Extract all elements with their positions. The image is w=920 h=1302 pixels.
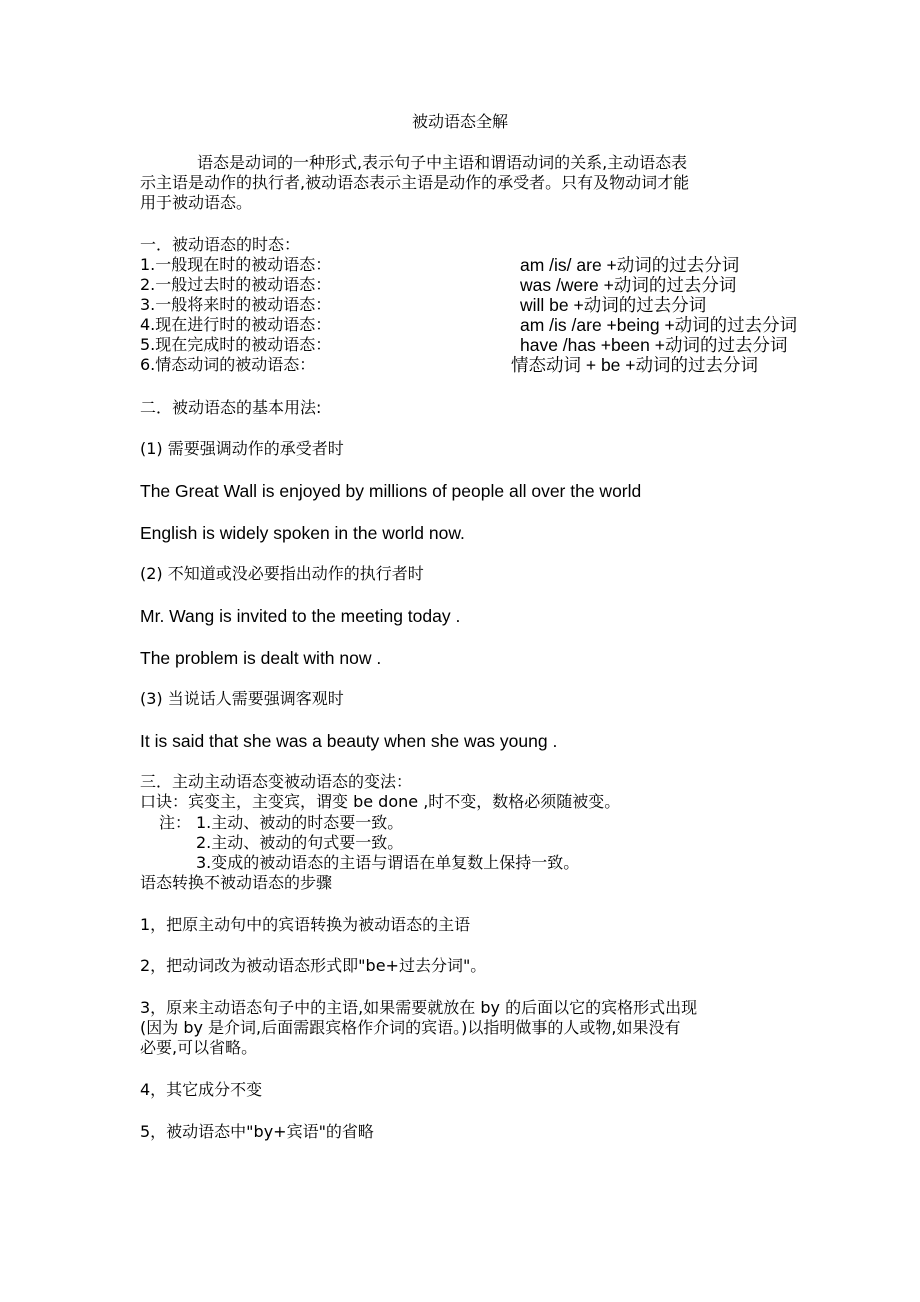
section1-heading: 一．被动语态的时态： [140, 235, 301, 254]
intro-line-1: 语态是动词的一种形式,表示句子中主语和谓语动词的关系,主动语态表 [197, 153, 688, 172]
tense-row [140, 275, 840, 295]
example-sentence: It is said that she was a beauty when she was young . [140, 731, 558, 751]
step-item: 4，其它成分不变 [140, 1080, 263, 1099]
step-item: 5，被动语态中"by+宾语"的省略 [140, 1122, 374, 1141]
step-item: 3，原来主动语态句子中的主语,如果需要就放在 by 的后面以它的宾格形式出现 [140, 998, 698, 1017]
tense-row [140, 355, 840, 375]
note-item: 2.主动、被动的句式要一致。 [196, 833, 404, 852]
tense-label: 2.一般过去时的被动语态： [140, 275, 332, 294]
steps-heading: 语态转换不被动语态的步骤 [140, 873, 333, 892]
tense-row [140, 335, 840, 355]
tense-formula: was /were +动词的过去分词 [520, 275, 737, 295]
step-item: 2，把动词改为被动语态形式即"be+过去分词"。 [140, 956, 487, 975]
tense-formula: have /has +been +动词的过去分词 [520, 335, 788, 355]
step-item-continued: 必要,可以省略。 [140, 1038, 258, 1057]
tense-label: 5.现在完成时的被动语态： [140, 335, 332, 354]
tense-row [140, 295, 840, 315]
tense-formula: will be +动词的过去分词 [520, 295, 707, 315]
step-item: 1，把原主动句中的宾语转换为被动语态的主语 [140, 915, 471, 934]
usage-case-3: (3) 当说话人需要强调客观时 [140, 689, 344, 708]
example-sentence: Mr. Wang is invited to the meeting today . [140, 606, 461, 626]
note-item: 1.主动、被动的时态要一致。 [196, 813, 404, 832]
tense-formula: 情态动词 + be +动词的过去分词 [511, 355, 758, 375]
usage-case-1: (1) 需要强调动作的承受者时 [140, 439, 344, 458]
example-sentence: English is widely spoken in the world now. [140, 523, 465, 543]
intro-line-3: 用于被动语态。 [140, 193, 253, 212]
rhyme-line: 口诀：宾变主，主变宾，谓变 be done ,时不变，数格必须随被变。 [140, 792, 621, 811]
section3-heading: 三．主动主动语态变被动语态的变法： [140, 772, 413, 791]
tense-row [140, 255, 840, 275]
page-title: 被动语态全解 [411, 112, 508, 131]
step-item-continued: (因为 by 是介词,后面需跟宾格作介词的宾语。)以指明做事的人或物,如果没有 [140, 1018, 681, 1037]
example-sentence: The problem is dealt with now . [140, 648, 382, 668]
tense-label: 1.一般现在时的被动语态： [140, 255, 332, 274]
intro-line-2: 示主语是动作的执行者,被动语态表示主语是动作的承受者。只有及物动词才能 [140, 173, 690, 192]
tense-formula: am /is/ are +动词的过去分词 [520, 255, 740, 275]
usage-case-2: (2) 不知道或没必要指出动作的执行者时 [140, 564, 424, 583]
tense-formula: am /is /are +being +动词的过去分词 [520, 315, 798, 335]
example-sentence: The Great Wall is enjoyed by millions of people all over the world [140, 481, 642, 501]
tense-label: 3.一般将来时的被动语态： [140, 295, 332, 314]
section2-heading: 二．被动语态的基本用法: [140, 398, 322, 417]
note-item: 3.变成的被动语态的主语与谓语在单复数上保持一致。 [196, 853, 580, 872]
tense-label: 4.现在进行时的被动语态： [140, 315, 332, 334]
tense-row [140, 315, 840, 335]
tense-label: 6.情态动词的被动语态： [140, 355, 316, 374]
note-label: 注： [159, 813, 192, 832]
